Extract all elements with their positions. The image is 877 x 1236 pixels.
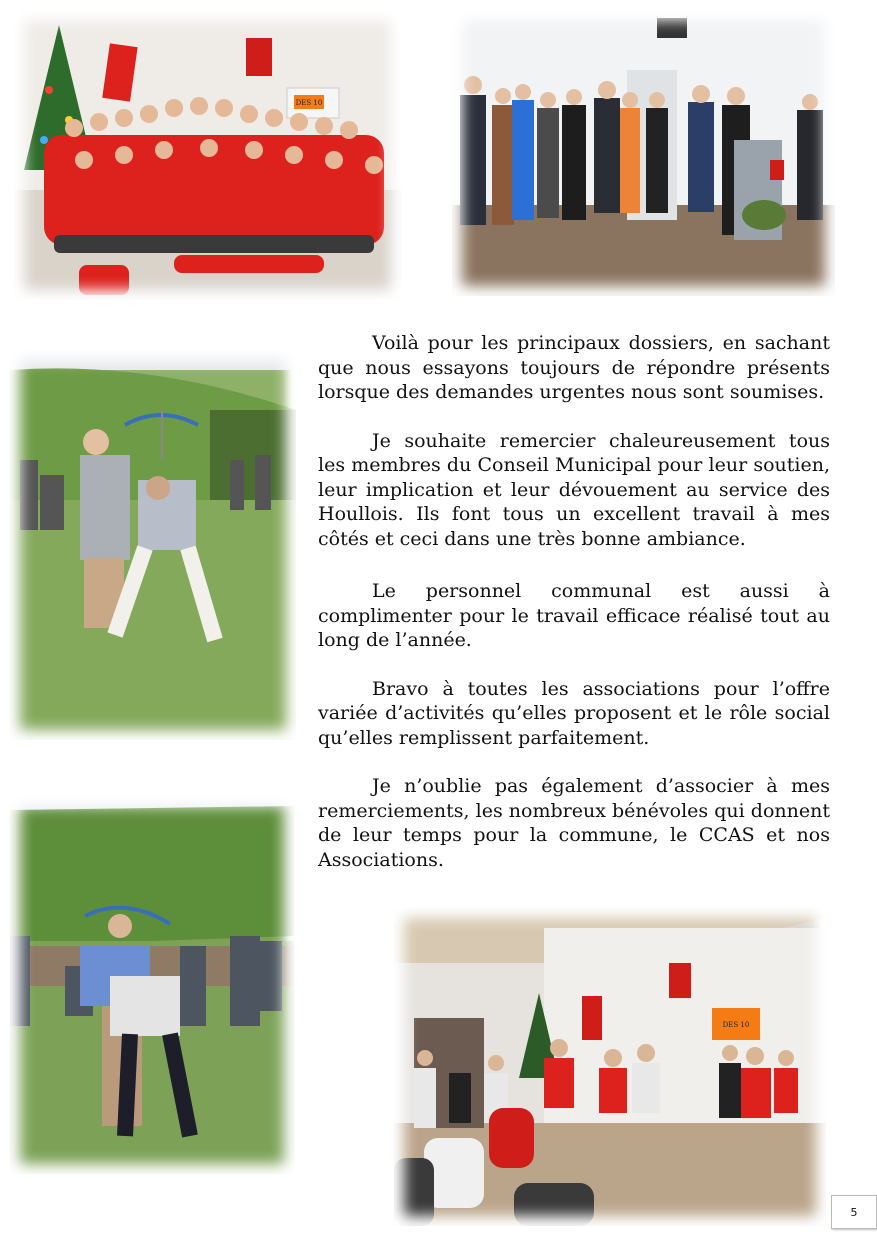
team-photo [14,10,401,300]
archery-photo-2 [10,796,294,1174]
team-photo-illustration [14,10,401,300]
paragraph-personnel: Le personnel communal est aussi à complimenter pour le travail efficace réalisé tout au long de l’année. [318,580,830,651]
letter-text [318,331,830,896]
ceremony-photo [452,10,835,296]
paragraph-benevoles: Je n’oublie pas également d’associer à mes remerciements, les nombreux bénévoles qui donnent de leur temps pour la commune, le CCAS et nos Associations. [318,775,830,871]
paragraph-dossiers: Voilà pour les principaux dossiers, en sachant que nous essayons toujours de répondre présents lorsque des demandes urgentes nous sont soumises. [318,332,830,403]
ceremony-photo-illustration [452,10,835,296]
dance-photo-sign: DES 10 [722,1021,750,1029]
dance-photo-illustration [394,908,826,1226]
archery-photo-2-illustration [10,796,294,1174]
paragraph-conseil: Je souhaite remercier chaleureusement tous les membres du Conseil Municipal pour leur soutien, leur implication et leur dévouement au service des Houllois. Ils font tous un excellent travail à mes côtés et ceci dans une très bonne ambiance. [318,429,830,550]
archery-photo-1-illustration [10,350,296,740]
archery-photo-1 [10,350,296,740]
page-number: 5 [831,1195,877,1229]
paragraph-associations: Bravo à toutes les associations pour l’offre variée d’activités qu’elles proposent et le rôle social qu’elles remplissent parfaitement. [318,677,830,749]
team-photo-sign: DES 10 [295,99,323,107]
dance-photo [394,908,826,1226]
